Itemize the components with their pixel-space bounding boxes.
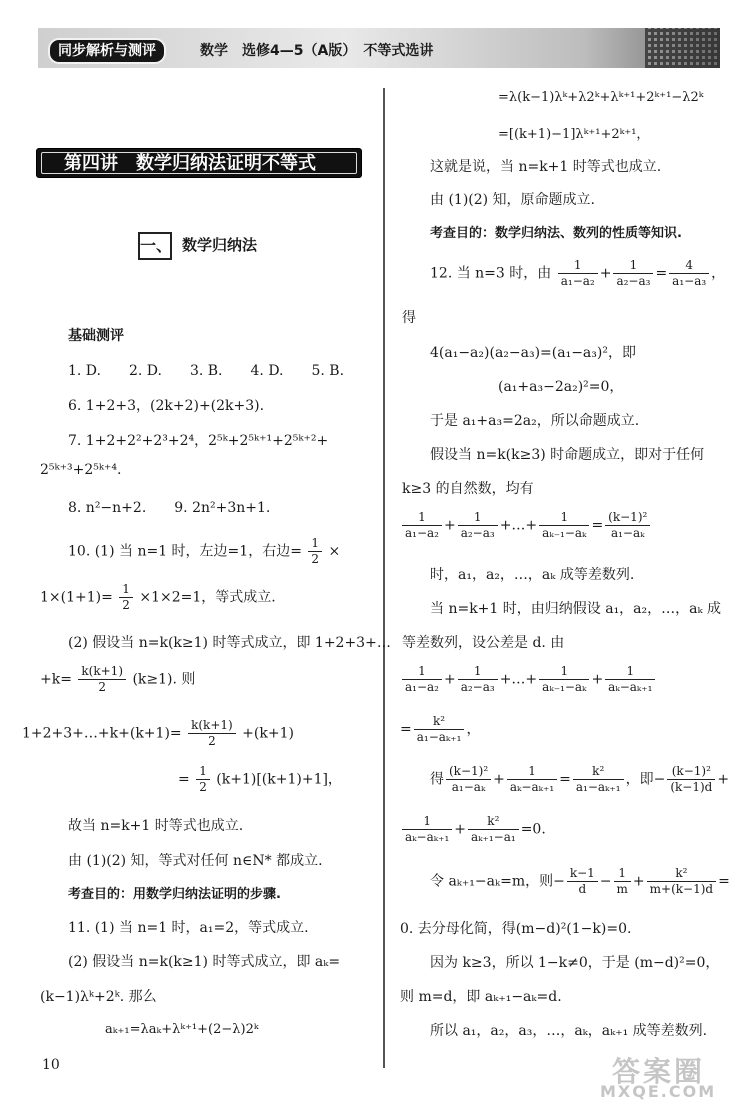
solution-line: =[(k+1)−1]λᵏ⁺¹+2ᵏ⁺¹， <box>498 127 650 142</box>
numerator: k² <box>647 866 716 882</box>
answer-line: 6. 1+2+3，(2k+2)+(2k+3). <box>68 398 265 414</box>
column-divider <box>383 88 385 1068</box>
fraction <box>647 866 716 897</box>
numerator: 1 <box>605 664 655 680</box>
numerator: 1 <box>458 664 498 680</box>
denominator: a₂−a₃ <box>460 680 495 694</box>
answer-line: 1. D. 2. D. 3. B. 4. D. 5. B. <box>68 363 345 379</box>
solution-line <box>400 714 480 745</box>
fraction <box>567 866 598 897</box>
text: + <box>443 517 456 534</box>
numerator: 1 <box>558 258 598 274</box>
denominator: aₖ−aₖ₊₁ <box>509 780 555 794</box>
solution-line <box>40 664 195 695</box>
text: − <box>599 873 612 890</box>
text: = <box>718 873 730 890</box>
denominator: 2 <box>122 598 130 612</box>
numerator: 1 <box>402 814 452 830</box>
fraction <box>667 764 715 795</box>
solution-line: 故当 n=k+1 时等式也成立. <box>68 818 244 834</box>
fraction <box>614 866 631 897</box>
exam-purpose: 考查目的：数学归纳法、数列的性质等知识. <box>430 226 682 241</box>
solution-line <box>400 664 657 695</box>
denominator: a₁−aₖ <box>610 526 645 540</box>
solution-line: (k−1)λᵏ+2ᵏ. 那么 <box>40 989 157 1005</box>
solution-line: k≥3 的自然数，均有 <box>402 481 534 497</box>
solution-line: 11. (1) 当 n=1 时，a₁=2，等式成立. <box>68 920 309 936</box>
fraction <box>573 764 624 795</box>
text: +…+ <box>499 671 538 688</box>
denominator: a₁−aₖ₊₁ <box>416 730 462 744</box>
denominator: aₖ−aₖ₊₁ <box>608 680 653 694</box>
numerator: 1 <box>539 664 589 680</box>
solution-line: 当 n=k+1 时，由归纳假设 a₁，a₂，…，aₖ 成 <box>430 601 722 617</box>
text: + <box>454 821 466 838</box>
solution-line: 于是 a₁+a₃=2a₂，所以命题成立. <box>430 413 640 429</box>
fraction <box>605 664 655 695</box>
answer-line: 7. 1+2+2²+2³+2⁴，2⁵ᵏ+2⁵ᵏ⁺¹+2⁵ᵏ⁺²+ <box>68 433 329 449</box>
denominator: a₁−aₖ₊₁ <box>575 780 621 794</box>
solution-line <box>430 258 725 289</box>
watermark-bottom: MXQE.COM <box>600 1082 717 1101</box>
numerator: 1 <box>196 764 210 780</box>
numerator: 1 <box>402 510 442 526</box>
fraction <box>458 664 498 695</box>
solution-line: 得 <box>402 310 416 326</box>
text: +k= <box>40 671 72 688</box>
denominator: aₖ₋₁−aₖ <box>542 680 587 694</box>
fraction <box>539 510 589 541</box>
numerator: 1 <box>614 866 631 882</box>
denominator: a₂−a₃ <box>616 274 651 288</box>
fraction <box>558 258 598 289</box>
fraction <box>446 764 491 795</box>
text: 12. 当 n=3 时，由 <box>430 265 552 282</box>
text: = <box>591 517 604 534</box>
solution-line: =λ(k−1)λᵏ+λ2ᵏ+λᵏ⁺¹+2ᵏ⁺¹−λ2ᵏ <box>498 90 704 105</box>
text: + <box>599 265 612 282</box>
header-grid-pattern <box>645 28 720 68</box>
denominator: m+(k−1)d <box>649 882 714 896</box>
numerator: 1 <box>458 510 498 526</box>
fraction <box>507 764 557 795</box>
fraction <box>468 814 519 845</box>
solution-line: 由 (1)(2) 知，等式对任何 n∈N* 都成立. <box>68 853 323 869</box>
numerator: k² <box>468 814 519 830</box>
numerator: 1 <box>308 536 322 552</box>
page-number: 10 <box>42 1057 60 1073</box>
denominator: 2 <box>311 552 320 566</box>
text: 令 aₖ₊₁−aₖ=m，则− <box>430 873 565 890</box>
text: = <box>655 265 668 282</box>
fraction <box>539 664 589 695</box>
solution-line: (a₁+a₃−2a₂)²=0， <box>498 379 624 395</box>
answer-line: 8. n²−n+2. 9. 2n²+3n+1. <box>68 500 271 516</box>
denominator: 2 <box>98 680 107 694</box>
numerator: (k−1)² <box>667 764 715 780</box>
text: ， <box>711 265 726 282</box>
text: + <box>591 671 604 688</box>
text: = <box>178 771 190 788</box>
fraction <box>414 714 465 745</box>
numerator: (k−1)² <box>446 764 491 780</box>
lecture-title: 第四讲 数学归纳法证明不等式 <box>41 152 357 174</box>
denominator: m <box>616 882 628 896</box>
fraction <box>308 536 322 567</box>
solution-line <box>68 536 340 567</box>
solution-line: 等差数列，设公差是 d. 由 <box>402 635 565 651</box>
denominator: d <box>578 882 587 896</box>
series-badge: 同步解析与测评 <box>48 38 166 64</box>
denominator: (k−1)d <box>670 780 713 794</box>
fraction <box>196 764 210 795</box>
watermark <box>598 1050 738 1100</box>
solution-line: (2) 假设当 n=k(k≥1) 时等式成立，即 aₖ= <box>68 954 341 970</box>
text: + <box>443 671 456 688</box>
header-subject: 数学 选修4—5（A版） 不等式选讲 <box>200 43 434 59</box>
section-number: 一、 <box>138 232 172 260</box>
basic-heading: 基础测评 <box>68 328 124 344</box>
numerator: 4 <box>669 258 709 274</box>
solution-line: aₖ₊₁=λaₖ+λᵏ⁺¹+(2−λ)2ᵏ <box>105 1022 259 1037</box>
denominator: aₖ₋₁−aₖ <box>542 526 587 540</box>
fraction <box>402 664 442 695</box>
numerator: k−1 <box>567 866 598 882</box>
text: 1+2+3+…+k+(k+1)= <box>22 725 182 742</box>
numerator: k(k+1) <box>78 664 126 680</box>
watermark-top: 答案圈 <box>612 1055 706 1088</box>
solution-line <box>40 582 276 613</box>
solution-line <box>178 764 342 795</box>
numerator: k(k+1) <box>188 718 236 734</box>
numerator: 1 <box>507 764 557 780</box>
text: + <box>632 873 645 890</box>
solution-line <box>400 814 546 845</box>
text: +…+ <box>499 517 538 534</box>
numerator: 1 <box>613 258 653 274</box>
solution-line: 这就是说，当 n=k+1 时等式也成立. <box>430 159 662 175</box>
solution-line: 0. 去分母化简，得(m−d)²(1−k)=0. <box>400 921 632 937</box>
fraction <box>119 582 133 613</box>
denominator: a₁−a₂ <box>405 680 439 694</box>
fraction <box>402 510 442 541</box>
fraction <box>613 258 653 289</box>
numerator: 1 <box>539 510 589 526</box>
fraction <box>458 510 498 541</box>
solution-line: (2) 假设当 n=k(k≥1) 时等式成立，即 1+2+3+… <box>68 635 391 651</box>
text: + <box>493 771 505 788</box>
numerator: 1 <box>119 582 133 598</box>
denominator: a₁−a₃ <box>672 274 707 288</box>
numerator: k² <box>414 714 465 730</box>
solution-line: 因为 k≥3，所以 1−k≠0，于是 (m−d)²=0， <box>430 955 720 971</box>
fraction <box>78 664 126 695</box>
text: = <box>400 721 412 738</box>
denominator: a₂−a₃ <box>460 526 495 540</box>
solution-line: 由 (1)(2) 知，原命题成立. <box>430 192 596 208</box>
solution-line <box>430 866 730 897</box>
exam-purpose: 考查目的：用数学归纳法证明的步骤. <box>68 887 281 902</box>
solution-line: 假设当 n=k(k≥3) 时命题成立，即对于任何 <box>430 447 705 463</box>
text: ， <box>466 721 481 738</box>
denominator: 2 <box>199 780 207 794</box>
text: ，即− <box>625 771 666 788</box>
solution-line <box>22 718 294 749</box>
text: 1×(1+1)= <box>40 589 113 606</box>
denominator: a₁−a₂ <box>405 526 439 540</box>
solution-line: 时，a₁，a₂，…，aₖ 成等差数列. <box>430 567 635 583</box>
text: ×1×2=1，等式成立. <box>139 589 276 606</box>
fraction <box>669 258 709 289</box>
denominator: a₁−aₖ <box>451 780 486 794</box>
fraction <box>402 814 452 845</box>
fraction <box>605 510 650 541</box>
text: (k+1)[(k+1)+1]， <box>216 771 342 788</box>
solution-line: 则 m=d，即 aₖ₊₁−aₖ=d. <box>400 989 562 1005</box>
text: +(k+1) <box>242 725 294 742</box>
numerator: k² <box>573 764 624 780</box>
text: × <box>328 543 341 560</box>
numerator: 1 <box>402 664 442 680</box>
section-title: 数学归纳法 <box>182 236 258 254</box>
lecture-banner <box>36 148 362 178</box>
solution-line <box>430 764 729 795</box>
denominator: a₁−a₂ <box>560 274 595 288</box>
numerator: (k−1)² <box>605 510 650 526</box>
solution-line: 所以 a₁，a₂，a₃，…，aₖ，aₖ₊₁ 成等差数列. <box>430 1023 708 1039</box>
answer-line: 2⁵ᵏ⁺³+2⁵ᵏ⁺⁴. <box>40 462 122 478</box>
denominator: aₖ−aₖ₊₁ <box>405 830 450 844</box>
text: + <box>717 771 730 788</box>
solution-line: 4(a₁−a₂)(a₂−a₃)=(a₁−a₃)²，即 <box>430 345 636 361</box>
denominator: aₖ₊₁−a₁ <box>471 830 516 844</box>
solution-line <box>400 510 652 541</box>
text: (k≥1). 则 <box>132 671 196 688</box>
text: =0. <box>520 821 546 838</box>
fraction <box>188 718 236 749</box>
text: 10. (1) 当 n=1 时，左边=1，右边= <box>68 543 302 560</box>
text: 得 <box>430 771 444 788</box>
text: = <box>559 771 571 788</box>
denominator: 2 <box>208 734 216 748</box>
